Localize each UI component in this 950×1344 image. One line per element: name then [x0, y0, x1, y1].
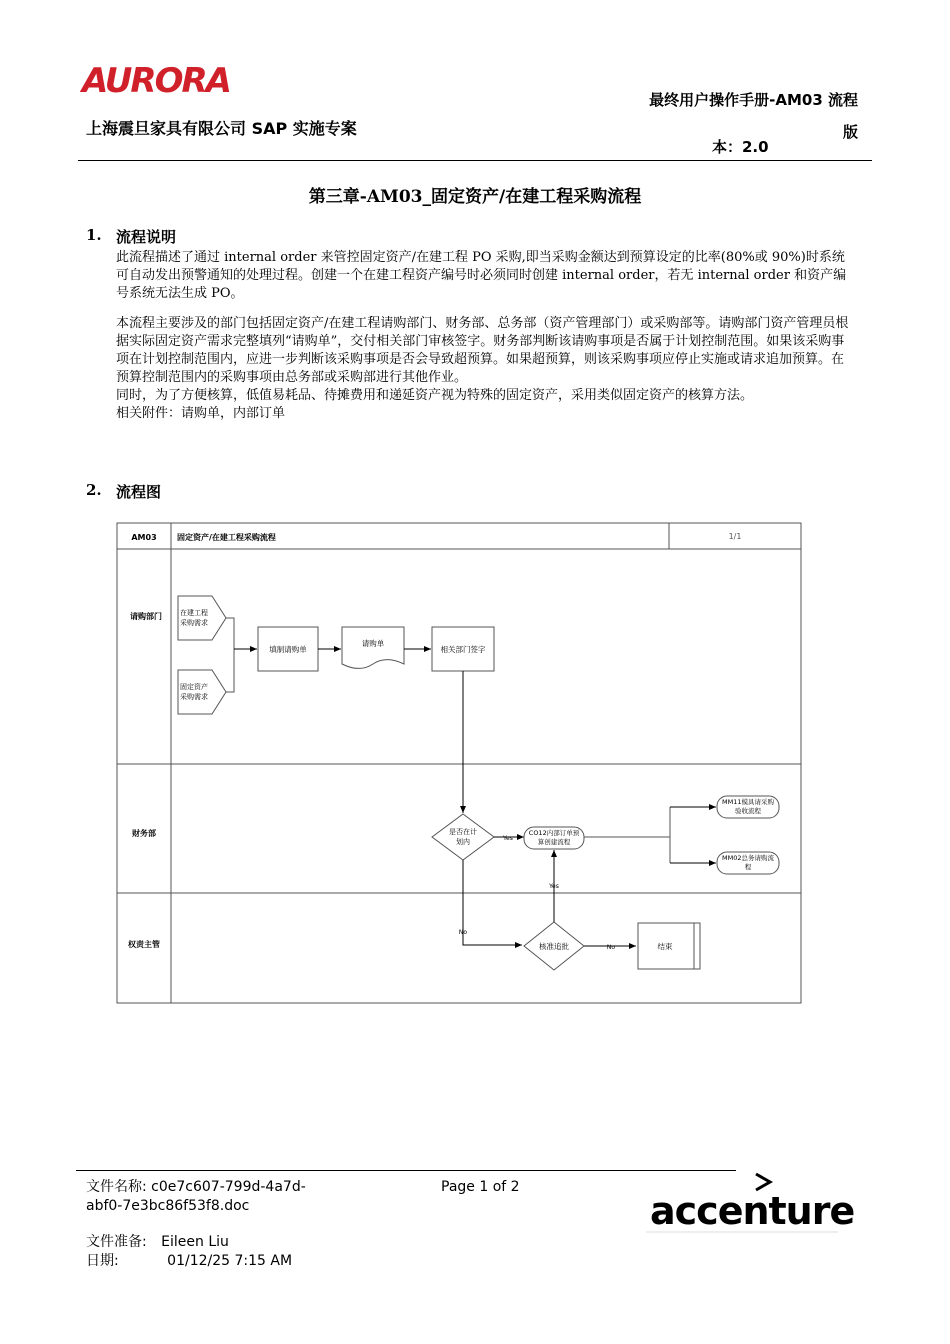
version-label: 本：2.0: [712, 138, 769, 156]
file-name-2: abf0-7e3bc86f53f8.doc: [86, 1198, 250, 1214]
co12-label-1: CO12内部订单预: [528, 829, 580, 837]
section1-para1: [116, 249, 856, 303]
footer-date: [86, 1252, 292, 1271]
aurora-logo: [82, 61, 230, 101]
prepared-label: 文件准备:: [86, 1234, 147, 1250]
footer-divider: [76, 1170, 736, 1171]
flowchart: [116, 522, 804, 1006]
section1-title: 流程说明: [116, 228, 177, 246]
flowchart-title: 固定资产/在建工程采购流程: [177, 533, 276, 542]
in-plan-label-2: 划内: [456, 838, 470, 846]
section2-number: 2.: [86, 481, 102, 499]
page-info: Page 1 of 2: [441, 1179, 520, 1195]
start-cip-label-2: 采购需求: [180, 619, 208, 627]
prepared-by: Eileen Liu: [161, 1234, 229, 1250]
section1-para4: 相关附件：请购单，内部订单: [116, 406, 286, 421]
lane-label-finance: 财务部: [132, 829, 156, 838]
accenture-logo-text: accenture: [650, 1189, 855, 1233]
manual-title-line1: 最终用户操作手册-AM03 流程: [649, 91, 858, 109]
manual-title-line2: 版: [842, 123, 858, 141]
yes-label-2: Yes: [549, 883, 559, 890]
section1-para3: 同时，为了方便核算，低值易耗品、待摊费用和递延资产视为特殊的固定资产，采用类似固定资产的核算方法。: [116, 388, 754, 403]
header-divider: [78, 160, 872, 161]
aurora-logo-text: AURORA: [82, 61, 230, 101]
form-document-label: 请购单: [361, 639, 385, 648]
section1-para1-text: 此流程描述了通过 internal order 来管控固定资产/在建工程 PO 采购,即当采购金额达到预算设定的比率(80%或 90%)时系统可自动发出预警通知的处理过程。创建一个在建工程资产编号时必须同时创建 internal order，若无 internal order 和资产编号系统无法生成 PO。: [116, 250, 847, 301]
footer-file: [86, 1178, 346, 1216]
yes-label-1: Yes: [503, 835, 513, 842]
no-label-1: No: [458, 929, 468, 936]
company-project-name: 上海震旦家具有限公司 SAP 实施专案: [86, 119, 357, 138]
co12-label-2: 算创建流程: [537, 838, 571, 846]
lane-label-requisition: 请购部门: [130, 612, 162, 621]
chapter-title: 第三章-AM03_固定资产/在建工程采购流程: [308, 187, 642, 207]
end-label: 结束: [657, 942, 673, 951]
fill-form-label: 填制请购单: [269, 645, 307, 654]
in-plan-label-1: 是否在计: [449, 828, 477, 836]
start-fa-label-2: 采购需求: [180, 693, 208, 701]
mm11-label-2: 验收流程: [735, 807, 761, 815]
no-label-2: No: [606, 944, 616, 951]
mm11-label-1: MM11模具请采购: [722, 798, 774, 806]
dept-sign-label: 相关部门签字: [440, 645, 486, 654]
mm02-label-2: 程: [744, 863, 752, 871]
start-cip-label-1: 在建工程: [180, 609, 208, 617]
section2-title: 流程图: [116, 483, 162, 501]
date-value: 01/12/25 7:15 AM: [167, 1253, 293, 1269]
approve-add-label: 核准追批: [539, 942, 569, 951]
flowchart-page: 1/1: [728, 532, 742, 541]
date-label: 日期:: [86, 1253, 119, 1269]
section1-number: 1.: [86, 226, 102, 244]
flowchart-code: AM03: [131, 533, 157, 542]
accenture-logo: [646, 1170, 855, 1236]
section1-para2: 本流程主要涉及的部门包括固定资产/在建工程请购部门、财务部、总务部（资产管理部门）或采购部等。请购部门资产管理员根据实际固定资产需求完整填列“请购单”，交付相关部门审核签字。财务部判断该请购事项是否属于计划控制范围。如果该采购事项在计划控制范围内，应进一步判断该采购事项是否会导致超预算。如果超预算，则该采购事项应停止实施或请求追加预算。在预算控制范围内的采购事项由总务部或采购部进行其他作业。: [116, 316, 849, 385]
file-name-1: c0e7c607-799d-4a7d-: [151, 1179, 306, 1195]
start-fa-label-1: 固定资产: [180, 683, 208, 691]
file-label: 文件名称:: [86, 1179, 147, 1195]
accenture-chevron-icon: [756, 1174, 770, 1190]
lane-label-supervisor: 权责主管: [128, 940, 160, 949]
footer-prepared: [86, 1233, 229, 1252]
section1-body: [116, 315, 856, 423]
mm02-label-1: MM02总务请购流: [722, 854, 774, 862]
